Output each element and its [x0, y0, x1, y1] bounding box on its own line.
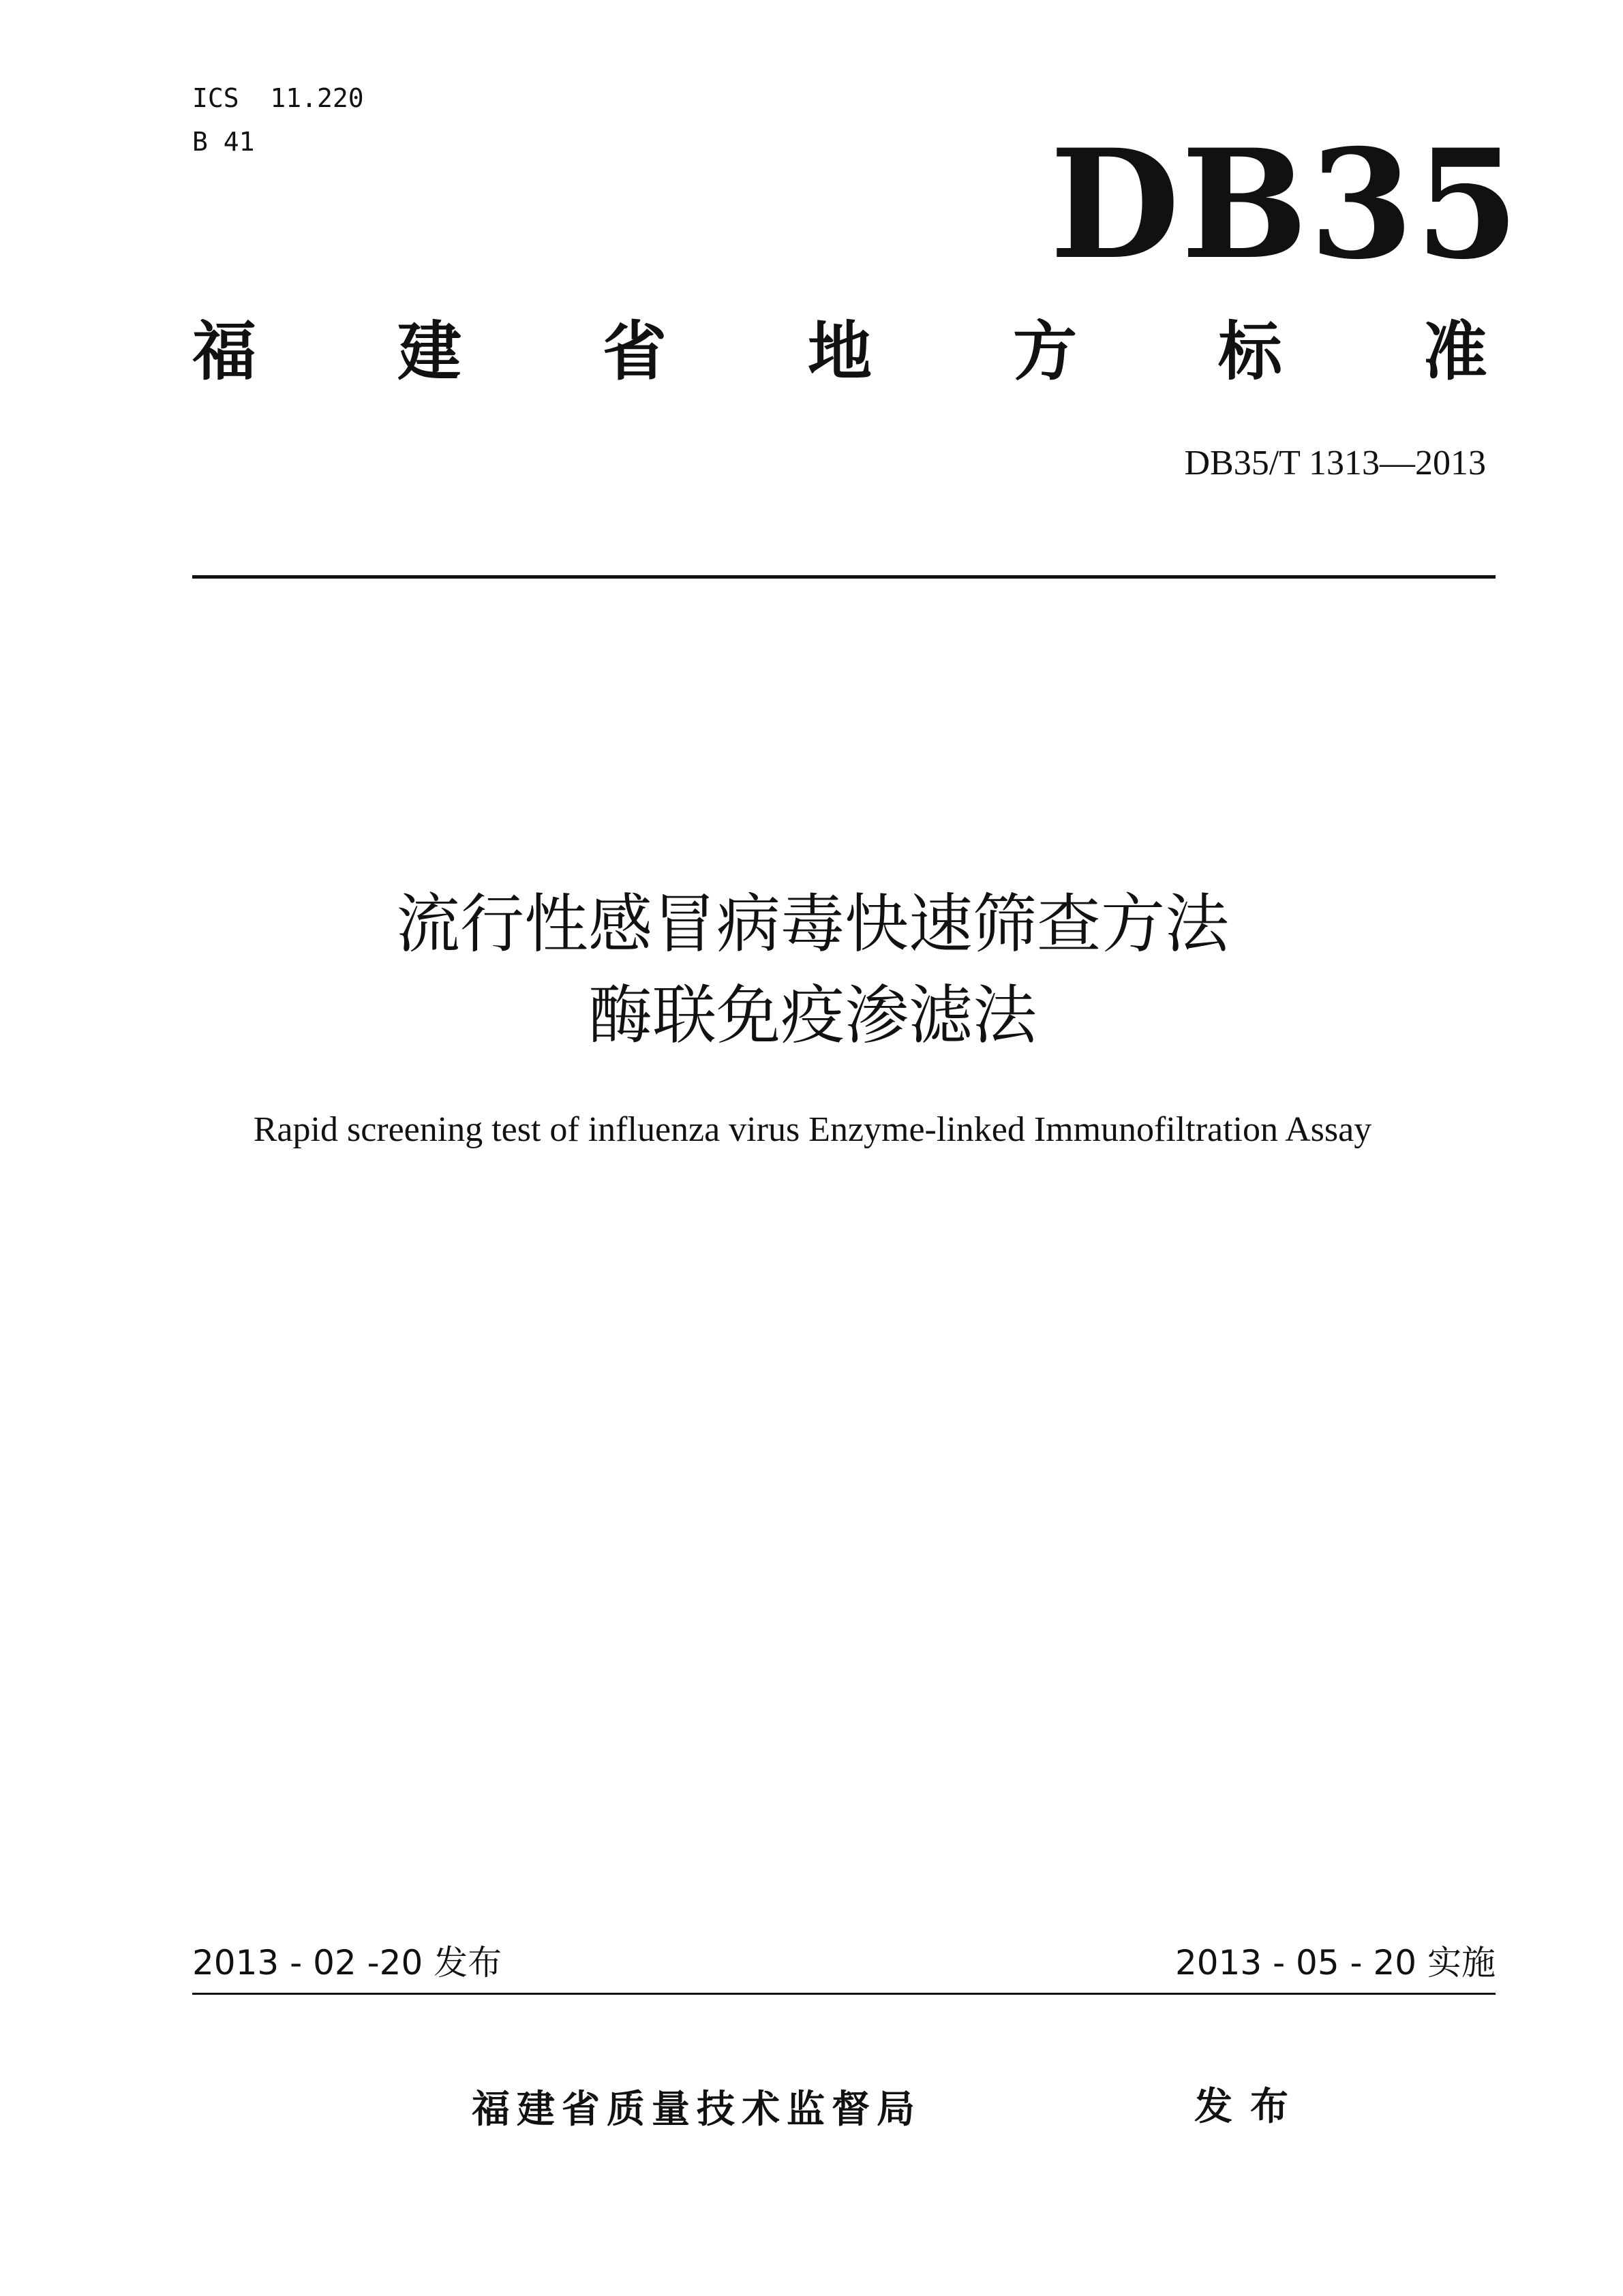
chinese-title-line-2: 酶联免疫渗滤法	[588, 979, 1037, 1053]
authority-title-char: 地	[807, 315, 872, 389]
chinese-title-line-1: 流行性感冒病毒快速筛查方法	[395, 887, 1229, 962]
authority-title-char: 建	[397, 315, 461, 389]
ics-code: ICS 11.220	[192, 83, 364, 113]
publisher-action: 发布	[1194, 2085, 1306, 2129]
authority-title-char: 方	[1012, 315, 1077, 389]
issue-date: 2013 - 02 -20 发布	[192, 1943, 502, 1983]
standard-logo: DB35	[1050, 116, 1521, 292]
bottom-divider	[192, 1993, 1496, 1995]
authority-title	[192, 315, 1487, 390]
english-title: Rapid screening test of influenza virus Enzyme-linked Immunofiltration Assay	[253, 1110, 1372, 1149]
publisher-name: 福建省质量技术监督局	[472, 2087, 922, 2132]
top-divider	[192, 575, 1496, 579]
authority-title-char: 省	[602, 315, 667, 389]
ccs-code: B 41	[192, 127, 255, 157]
chinese-title	[192, 879, 1433, 1062]
authority-title-char: 准	[1423, 315, 1487, 389]
authority-title-char: 标	[1217, 315, 1282, 389]
standard-number: DB35/T 1313—2013	[1184, 444, 1486, 483]
implementation-date: 2013 - 05 - 20 实施	[1174, 1943, 1496, 1983]
authority-title-char: 福	[192, 315, 257, 389]
